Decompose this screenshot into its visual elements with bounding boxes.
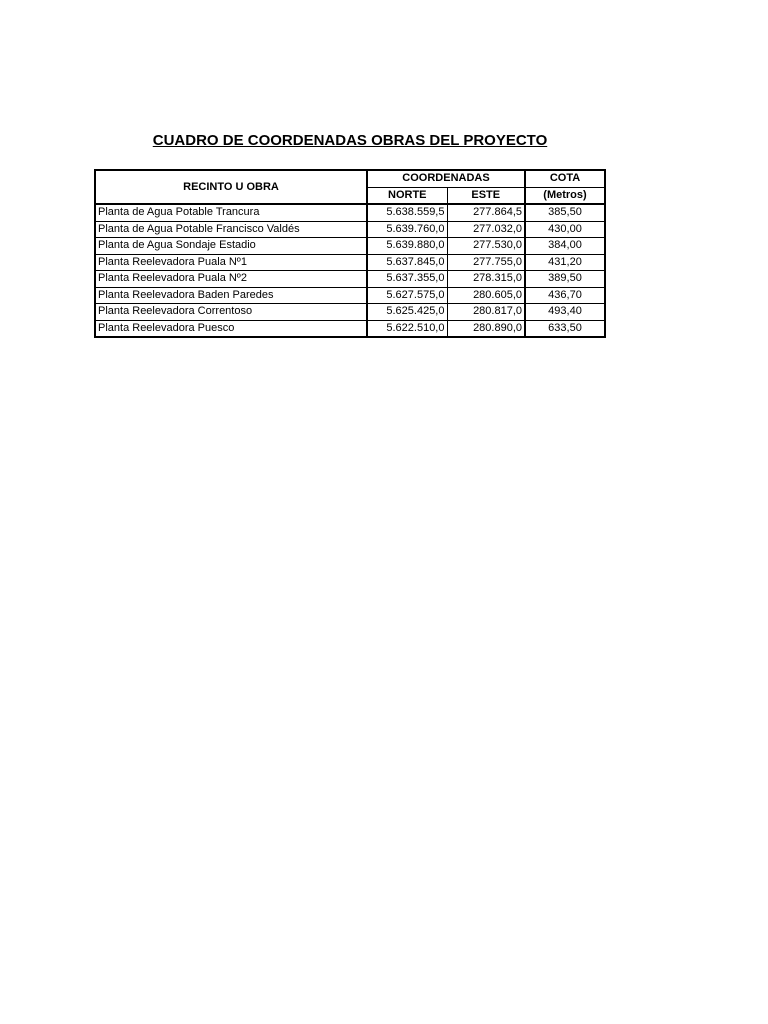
header-este: ESTE	[447, 187, 525, 204]
cell-recinto-u-obra: Planta Reelevadora Puesco	[95, 320, 367, 337]
cell-cota: 436,70	[525, 287, 605, 304]
header-cota: COTA	[525, 170, 605, 187]
coordinates-table	[94, 169, 606, 338]
cell-recinto-u-obra: Planta Reelevadora Baden Paredes	[95, 287, 367, 304]
header-norte: NORTE	[367, 187, 447, 204]
table-row	[95, 204, 605, 221]
header-recinto-u-obra: RECINTO U OBRA	[95, 170, 367, 204]
cell-este: 280.817,0	[447, 304, 525, 321]
header-cota-units: (Metros)	[525, 187, 605, 204]
table-header	[95, 170, 605, 204]
cell-cota: 384,00	[525, 238, 605, 255]
table-row	[95, 320, 605, 337]
table-body	[95, 204, 605, 337]
page-title: CUADRO DE COORDENADAS OBRAS DEL PROYECTO	[152, 132, 548, 149]
cell-norte: 5.638.559,5	[367, 204, 447, 221]
cell-norte: 5.625.425,0	[367, 304, 447, 321]
cell-este: 280.605,0	[447, 287, 525, 304]
cell-norte: 5.622.510,0	[367, 320, 447, 337]
cell-norte: 5.627.575,0	[367, 287, 447, 304]
table-row	[95, 254, 605, 271]
cell-cota: 431,20	[525, 254, 605, 271]
cell-cota: 430,00	[525, 221, 605, 238]
cell-cota: 385,50	[525, 204, 605, 221]
cell-este: 277.864,5	[447, 204, 525, 221]
table-row	[95, 271, 605, 288]
cell-norte: 5.637.845,0	[367, 254, 447, 271]
cell-cota: 633,50	[525, 320, 605, 337]
cell-norte: 5.637.355,0	[367, 271, 447, 288]
cell-norte: 5.639.760,0	[367, 221, 447, 238]
cell-recinto-u-obra: Planta Reelevadora Puala Nº1	[95, 254, 367, 271]
header-coordenadas: COORDENADAS	[367, 170, 525, 187]
cell-este: 280.890,0	[447, 320, 525, 337]
cell-recinto-u-obra: Planta Reelevadora Puala Nº2	[95, 271, 367, 288]
cell-este: 277.530,0	[447, 238, 525, 255]
table-row	[95, 238, 605, 255]
cell-norte: 5.639.880,0	[367, 238, 447, 255]
cell-este: 277.755,0	[447, 254, 525, 271]
table-row	[95, 221, 605, 238]
cell-este: 278.315,0	[447, 271, 525, 288]
cell-este: 277.032,0	[447, 221, 525, 238]
table-row	[95, 287, 605, 304]
cell-cota: 493,40	[525, 304, 605, 321]
cell-recinto-u-obra: Planta de Agua Potable Trancura	[95, 204, 367, 221]
cell-recinto-u-obra: Planta Reelevadora Correntoso	[95, 304, 367, 321]
cell-recinto-u-obra: Planta de Agua Potable Francisco Valdés	[95, 221, 367, 238]
cell-cota: 389,50	[525, 271, 605, 288]
cell-recinto-u-obra: Planta de Agua Sondaje Estadio	[95, 238, 367, 255]
table-row	[95, 304, 605, 321]
